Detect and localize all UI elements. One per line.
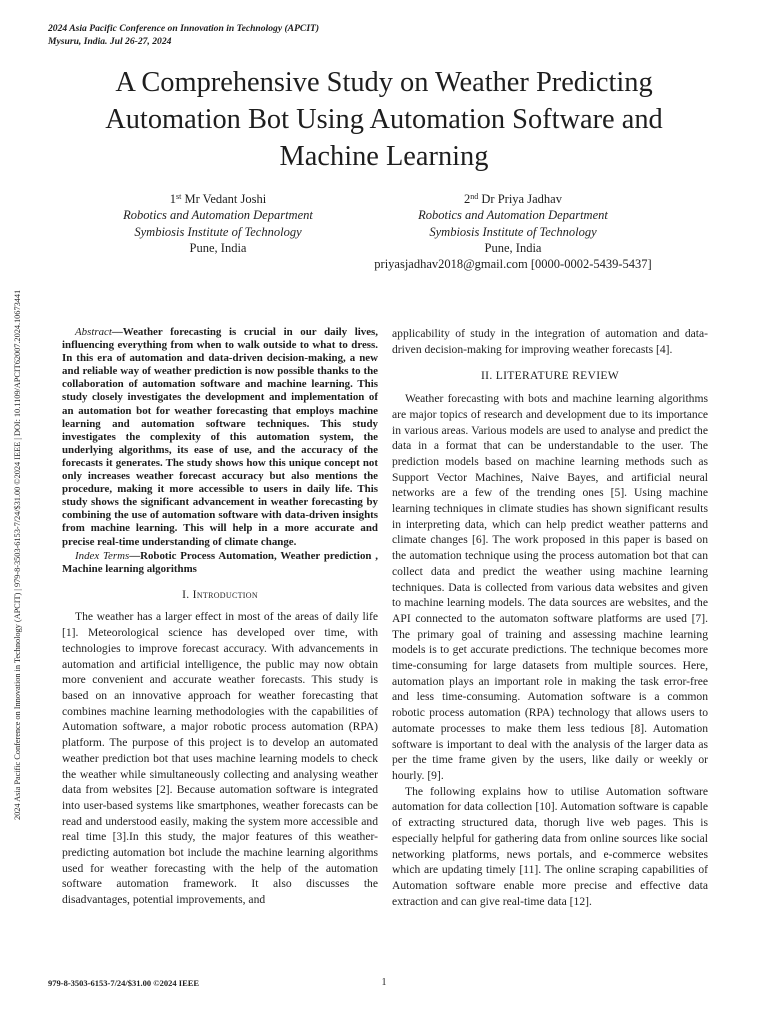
author-1-ordinal-suffix: st bbox=[176, 192, 182, 201]
literature-paragraph-1: Weather forecasting with bots and machine learning algorithms are major topics of research and development due to its importance in various areas. Various models are used to analyse and predict the data in a format that can be understandable to the user. The prediction models based on machine learning methods such as Support Vector Machines, Naive Bayes, and artificial neural networks are a few of the trending ones [5]. Using machine learning techniques in climate studies has shown significant results in interpreting data, which can help predict weather patterns and climate changes [6]. The work proposed in this paper is based on the automation technique using the process automation bot that can collect data and predict the weather using machine learning techniques. Data is collected from various data websites and given to machine learning models. The data sources are websites, and the API connected to the automaton software platforms are used [7]. The primary goal of training and assessing machine learning models is to get accurate predictions. The technique becomes more time-consuming for large datasets from multiple sources. Here, automation plays an important role in making the task error-free and less time-consuming. Automation software is a common robotic process automation (RPA) technology that allows users to automate processes to make them less tedious [8]. Automation software is important to deal with the analysis of the larger data as per the time frame given by the users, like daily or weekly or hourly. [9]. bbox=[392, 392, 708, 782]
conference-name: 2024 Asia Pacific Conference on Innovation in Technology (APCIT) bbox=[48, 23, 320, 34]
author-1-location: Pune, India bbox=[189, 240, 247, 255]
side-doi-text: 2024 Asia Pacific Conference on Innovation in Technology (APCIT) | 979-8-3503-6153-7/24/$31.00 ©2024 IEEE | DOI: 10.1109/APCIT62007.2024.10673441 bbox=[13, 289, 22, 820]
right-column bbox=[392, 326, 708, 909]
author-2-name: Dr Priya Jadhav bbox=[481, 192, 562, 206]
author-2-ordinal-suffix: nd bbox=[470, 192, 479, 201]
intro-continuation: applicability of study in the integration of automation and data-driven decision-making for improving weather forecasts [4]. bbox=[392, 327, 708, 356]
page-number: 1 bbox=[381, 977, 387, 988]
intro-number: I. bbox=[182, 587, 190, 601]
paper-title: A Comprehensive Study on Weather Predicting Automation Bot Using Automation Software and Machine Learning bbox=[105, 67, 663, 172]
author-2-contact[interactable]: priyasjadhav2018@gmail.com [0000-0002-5439-5437] bbox=[374, 257, 652, 272]
side-doi-strip bbox=[10, 180, 28, 820]
abstract-label: Abstract bbox=[75, 326, 112, 338]
author-2-department: Robotics and Automation Department bbox=[418, 208, 608, 223]
intro-title-first: I bbox=[192, 587, 197, 601]
left-column bbox=[62, 326, 378, 908]
index-terms bbox=[62, 550, 378, 576]
author-1-department: Robotics and Automation Department bbox=[123, 208, 313, 223]
author-1-ordinal: 1 bbox=[169, 192, 177, 206]
author-2-name-line bbox=[363, 191, 663, 207]
section-heading-introduction bbox=[62, 587, 378, 603]
author-2-location: Pune, India bbox=[484, 240, 542, 255]
conference-header bbox=[48, 22, 319, 48]
literature-paragraph-2: The following explains how to utilise Automation software automation for data collection [10]. Automation software is capable of extracting structured data, thorugh live web pages. This is especially helpful for gathering data from online sources like social networking platforms, news portals, and e-commerce websites which are updating timely [11]. The online scraping capabilities of Automation software enable more precise and effective data extraction and can give real-time data [12]. bbox=[392, 784, 708, 908]
author-1-name-line bbox=[100, 191, 336, 207]
abstract-text: —Weather forecasting is crucial in our daily lives, influencing everything from when to walk outside to what to dress. In this era of automation and data-driven decision-making, a new and reliable way of weather prediction is now possible thanks to the collaboration of automation software and machine learning. This study closely investigates the development and implementation of an automation bot for weather forecasting that employs machine learning and automation software techniques. This study investigates the complexity of this automation system, the underlying algorithms, its ease of use, and the accuracy of the forecasts it generates. The study shows how this unique concept not only increases weather forecast accuracy but also mentions the procedure, making it more accessible to users in daily life. This study shows the significant advancement in weather forecasting by combining the use of automation software with data-driven insights from machine learning. This will help in a more accurate and precise real-time understanding of climate change. bbox=[62, 326, 378, 548]
author-block-2 bbox=[363, 191, 663, 272]
author-1-name: Mr Vedant Joshi bbox=[184, 192, 267, 206]
footer-isbn: 979-8-3503-6153-7/24/$31.00 ©2024 IEEE bbox=[48, 978, 200, 988]
intro-paragraph: The weather has a larger effect in most of the areas of daily life [1]. Meteorological science has developed over time, with technologies to improve forecast accuracy. With advancements in automation and artificial intelligence, the public may now obtain more convenient and accurate weather forecasts. This study is based on an innovative approach for weather forecasting that combines machine learning methodologies with the capabilities of Automation software, a major robotic process automation (RPA) platform. The purpose of this project is to develop an automated weather prediction bot that uses machine learning models to check the weather while simultaneously collecting and analysing weather data from websites [2]. Because automation software is integrated into user-based systems like smartphones, weather forecasts can be read and understood easily, making the system more accessible and real time [3].In this study, the major features of this weather-predicting automation bot include the machine learning algorithms used for weather forecasting with the help of the automation software automation framework. It also discusses the disadvantages, potential improvements, and bbox=[62, 610, 378, 907]
abstract bbox=[62, 326, 378, 549]
author-block-1 bbox=[100, 191, 336, 256]
index-terms-text: —Robotic Process Automation, Weather prediction , Machine learning algorithms bbox=[62, 549, 378, 575]
author-2-ordinal: 2 bbox=[464, 192, 471, 206]
intro-title-rest: ntroduction bbox=[196, 587, 258, 601]
author-1-institute: Symbiosis Institute of Technology bbox=[134, 224, 302, 239]
section-heading-literature-review: II. LITERATURE REVIEW bbox=[481, 369, 619, 383]
conference-location-date: Mysuru, India. Jul 26-27, 2024 bbox=[48, 36, 172, 47]
index-terms-label: Index Terms bbox=[75, 549, 130, 562]
author-2-institute: Symbiosis Institute of Technology bbox=[429, 224, 597, 239]
